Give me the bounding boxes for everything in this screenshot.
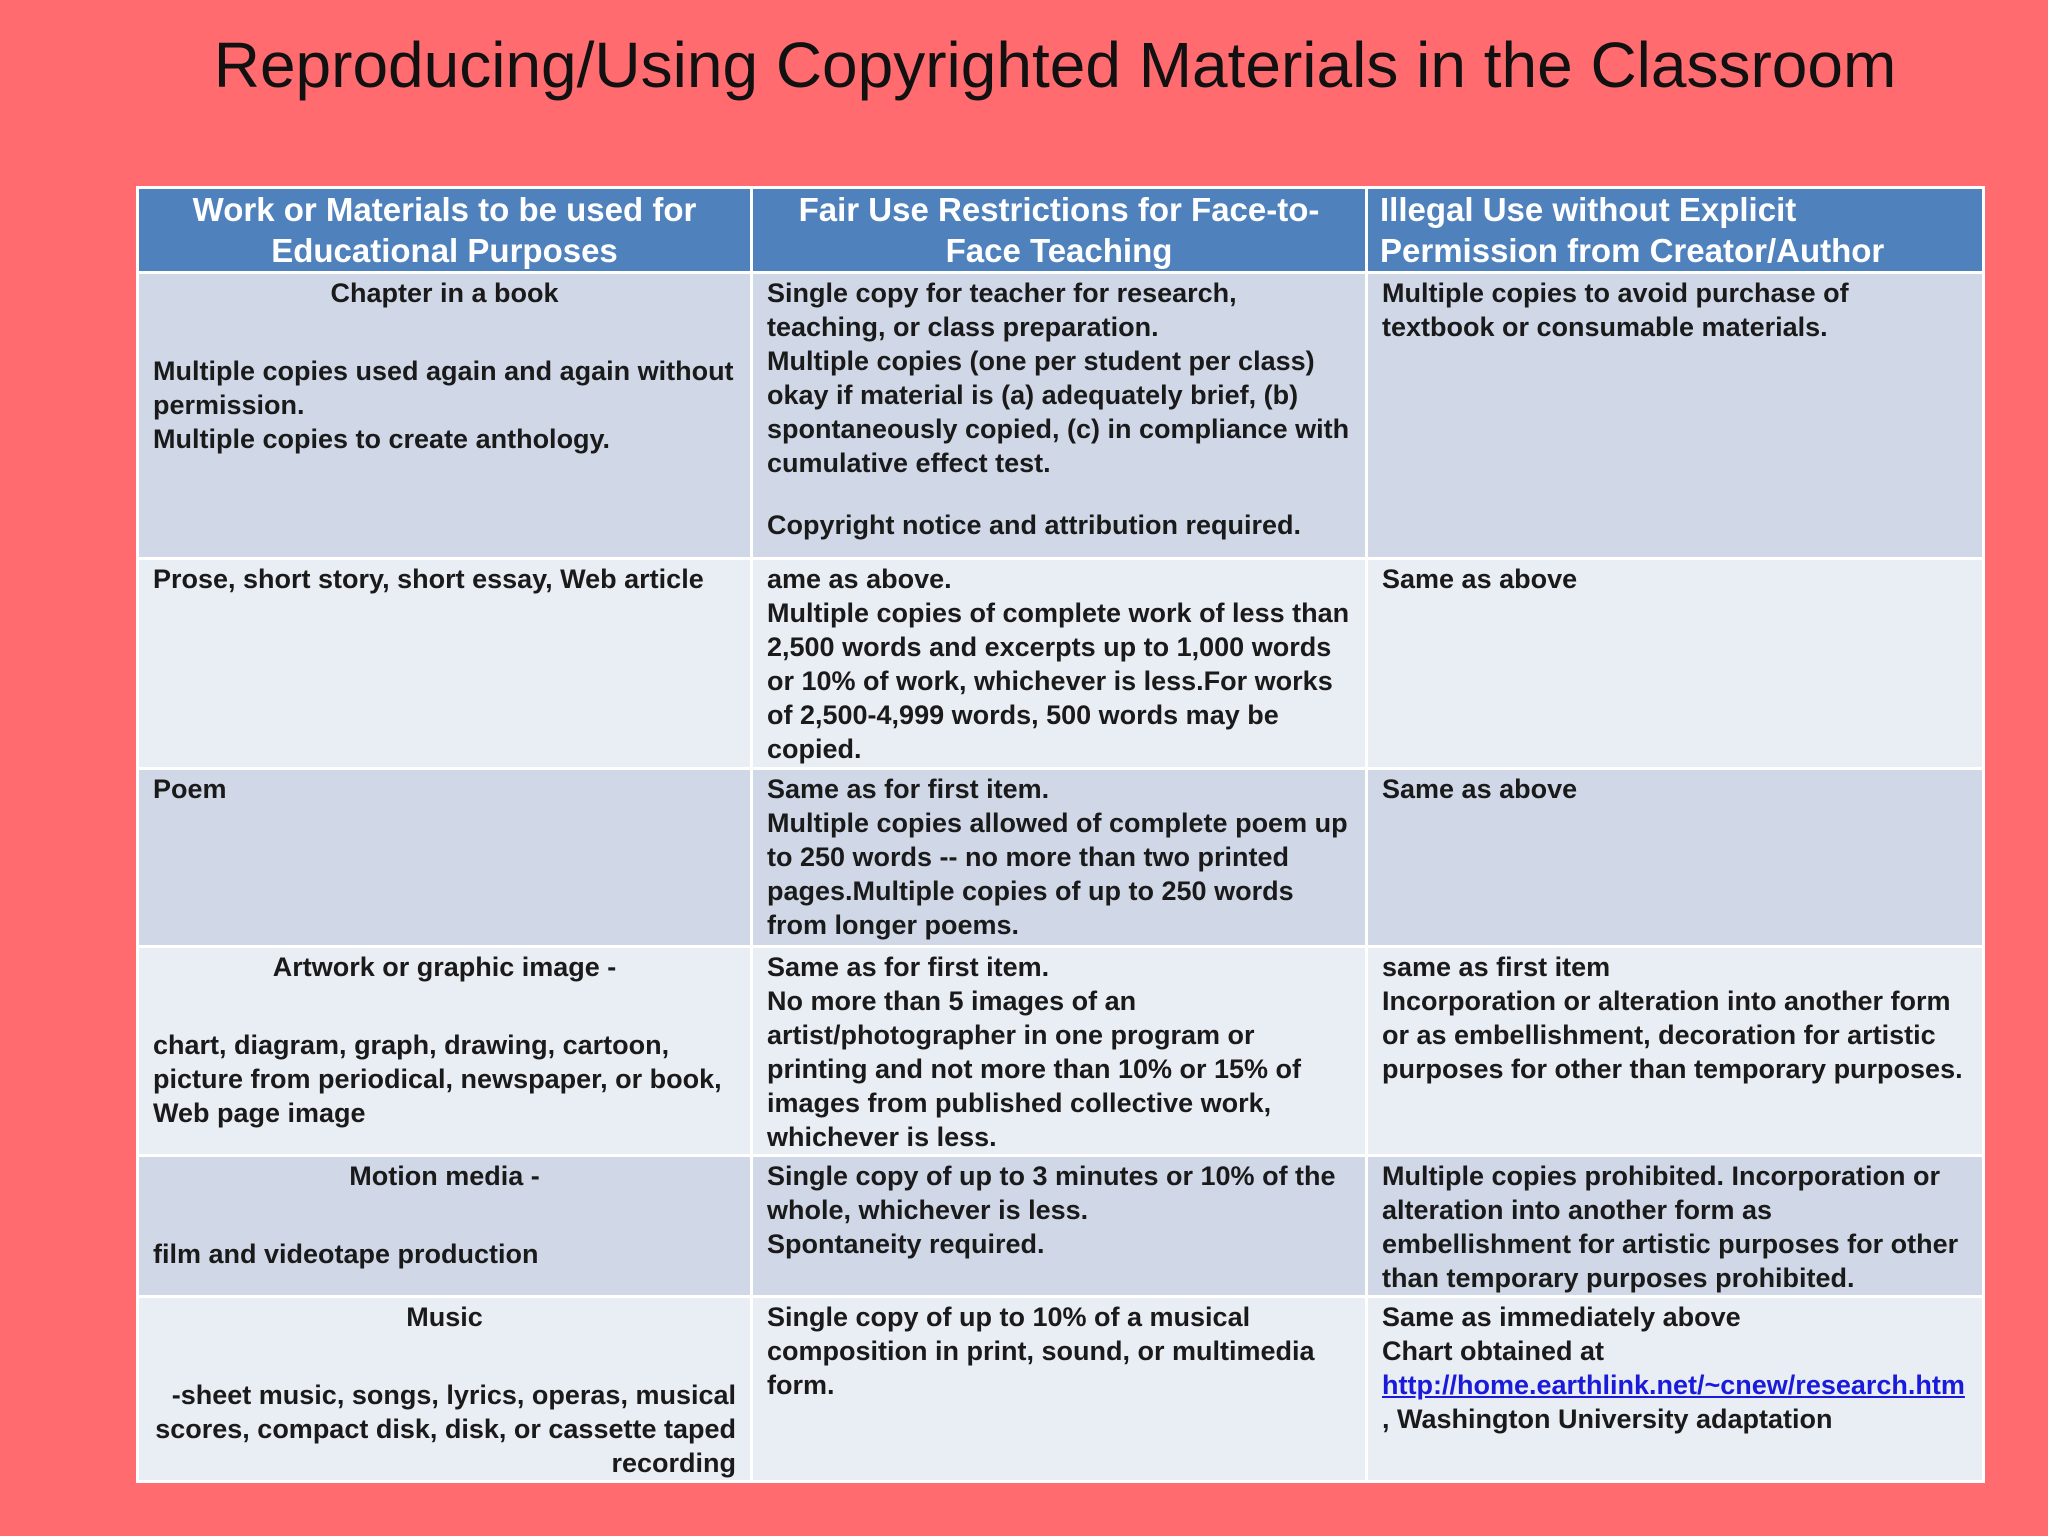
illegal-use-text: Multiple copies prohibited. Incorporation or alteration into another form as embellishment for artistic purposes for other than temporary purposes prohibited. (1382, 1161, 1959, 1293)
cell-work (138, 559, 752, 769)
work-heading: Poem (153, 774, 227, 804)
work-detail: -sheet music, songs, lyrics, operas, musical scores, compact disk, disk, or cassette taped recording (155, 1380, 736, 1478)
illegal-use-text: Chart obtained at (1382, 1336, 1605, 1366)
cell-work (138, 273, 752, 559)
cell-illegal-use (1367, 559, 1984, 769)
illegal-use-text: Same as above (1382, 774, 1578, 804)
fair-use-table (136, 186, 1985, 1483)
table-row (138, 769, 1984, 947)
fair-use-text: No more than 5 images of an artist/photographer in one program or printing and not more than 10% or 15% of images from published collective work, whichever is less. (767, 986, 1302, 1152)
work-detail: chart, diagram, graph, drawing, cartoon, picture from periodical, newspaper, or book, Web page image (153, 1030, 722, 1128)
table-header-row (138, 188, 1984, 273)
illegal-use-text: same as first item (1382, 952, 1611, 982)
cell-illegal-use (1367, 273, 1984, 559)
fair-use-text: Multiple copies allowed of complete poem up to 250 words -- no more than two printed pages.Multiple copies of up to 250 words from longer poems. (767, 808, 1348, 940)
work-detail: Multiple copies used again and again without permission. (153, 356, 734, 420)
cell-illegal-use (1367, 1297, 1984, 1482)
fair-use-note: Copyright notice and attribution required. (767, 510, 1302, 540)
fair-use-text: ame as above. (767, 564, 952, 594)
header-work: Work or Materials to be used for Educational Purposes (138, 188, 752, 273)
cell-work (138, 947, 752, 1156)
table-row (138, 947, 1984, 1156)
fair-use-text: Single copy of up to 10% of a musical composition in print, sound, or multimedia form. (767, 1302, 1315, 1400)
table-row (138, 1297, 1984, 1482)
work-heading: Artwork or graphic image - (272, 952, 617, 982)
cell-work (138, 769, 752, 947)
fair-use-text: Same as for first item. (767, 952, 1050, 982)
cell-fair-use (752, 1297, 1367, 1482)
fair-use-text: Multiple copies of complete work of less than 2,500 words and excerpts up to 1,000 words or 10% of work, whichever is less.For works of 2,500-4,999 words, 500 words may be copied. (767, 598, 1350, 764)
fair-use-text: Same as for first item. (767, 774, 1050, 804)
fair-use-text: Multiple copies (one per student per class) okay if material is (a) adequately brief, (b) spontaneously copied, (c) in compliance with cumulative effect test. (767, 346, 1350, 478)
header-illegal-use: Illegal Use without Explicit Permission from Creator/Author (1367, 188, 1984, 273)
illegal-use-text: Incorporation or alteration into another form or as embellishment, decoration for artistic purposes for other than temporary purposes. (1382, 986, 1963, 1084)
work-detail: Multiple copies to create anthology. (153, 424, 611, 454)
work-heading: Chapter in a book (330, 278, 559, 308)
cell-illegal-use (1367, 769, 1984, 947)
cell-illegal-use (1367, 947, 1984, 1156)
cell-fair-use (752, 273, 1367, 559)
illegal-use-text: Same as immediately above (1382, 1302, 1741, 1332)
cell-fair-use (752, 1156, 1367, 1297)
illegal-use-text: Multiple copies to avoid purchase of textbook or consumable materials. (1382, 278, 1849, 342)
work-detail: film and videotape production (153, 1239, 539, 1269)
cell-fair-use (752, 769, 1367, 947)
work-heading: Prose, short story, short essay, Web article (153, 564, 704, 594)
source-link[interactable]: http://home.earthlink.net/~cnew/research.htm (1382, 1370, 1965, 1400)
cell-work (138, 1156, 752, 1297)
cell-fair-use (752, 947, 1367, 1156)
cell-work (138, 1297, 752, 1482)
copyright-table (136, 186, 1982, 1478)
fair-use-text: Single copy for teacher for research, teaching, or class preparation. (767, 278, 1237, 342)
illegal-use-text: Same as above (1382, 564, 1578, 594)
header-fair-use: Fair Use Restrictions for Face-to-Face Teaching (752, 188, 1367, 273)
table-row (138, 273, 1984, 559)
table-row (138, 1156, 1984, 1297)
work-heading: Music (406, 1302, 483, 1332)
work-heading: Motion media - (349, 1161, 540, 1191)
fair-use-text: Single copy of up to 3 minutes or 10% of the whole, whichever is less. (767, 1161, 1336, 1225)
cell-fair-use (752, 559, 1367, 769)
fair-use-text: Spontaneity required. (767, 1229, 1045, 1259)
source-citation (1382, 1368, 1968, 1436)
table-row (138, 559, 1984, 769)
cell-illegal-use (1367, 1156, 1984, 1297)
slide-title: Reproducing/Using Copyrighted Materials in the Classroom (213, 29, 1897, 101)
source-suffix: , Washington University adaptation (1382, 1404, 1833, 1434)
